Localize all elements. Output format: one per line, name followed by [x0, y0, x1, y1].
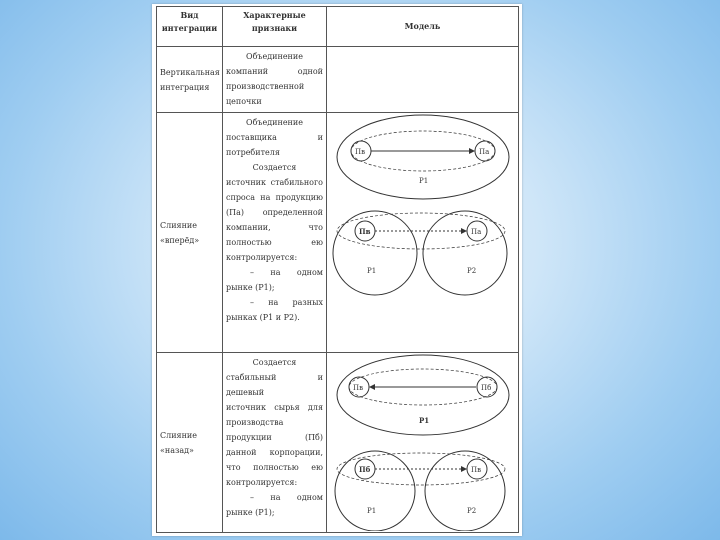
header-type [157, 7, 223, 47]
type-cell [157, 47, 223, 113]
market-circle [335, 451, 415, 531]
feature-line: стабильный и дешевый [226, 373, 323, 397]
feature-line: производственной [226, 82, 305, 91]
feature-line: компаний одной [226, 67, 323, 76]
type-text: Слияние [160, 220, 197, 230]
feature-line: цепочки [226, 97, 262, 106]
feature-line: источник стабильного [226, 178, 323, 187]
node-label: Пб [359, 465, 371, 474]
model-cell [327, 47, 519, 113]
feature-line: (Па) определенной [226, 208, 323, 217]
feature-line: источник сырья для [226, 403, 323, 412]
features-cell [223, 113, 327, 353]
feature-line: рынках (Р1 и Р2). [226, 313, 300, 322]
type-text: «вперёд» [160, 235, 200, 245]
market-label: Р2 [467, 267, 477, 275]
feature-line: данной корпорации, [226, 448, 323, 457]
header-model [327, 7, 519, 47]
document-page [152, 4, 522, 536]
header-features [223, 7, 327, 47]
feature-line: контролируется: [226, 478, 298, 487]
type-text: «назад» [160, 445, 194, 455]
integration-table [156, 6, 519, 533]
header-features-line2: признаки [251, 23, 298, 33]
feature-line: продукции (Пб) [226, 433, 323, 442]
feature-line: поставщика и [226, 133, 323, 142]
table-header-row [157, 7, 519, 47]
node-label: Пв [471, 466, 482, 474]
feature-line: Создается [252, 358, 297, 367]
header-type-line1: Вид [180, 10, 199, 20]
feature-line: – на одном [250, 268, 323, 277]
market-label: Р1 [367, 267, 377, 275]
market-label: Р1 [419, 416, 430, 425]
backward-merger-diagram [327, 353, 519, 531]
model-cell [327, 113, 519, 353]
table-row [157, 353, 519, 533]
feature-line: контролируется: [226, 253, 298, 262]
feature-line: производства [226, 418, 284, 427]
feature-line: рынке (Р1); [226, 283, 275, 292]
market-label: Р1 [367, 507, 377, 515]
market-label: Р2 [467, 507, 477, 515]
feature-line: – на разных [250, 298, 323, 307]
market-circle [423, 211, 507, 295]
table-row [157, 113, 519, 353]
feature-line: Объединение [246, 52, 303, 61]
market-circle [333, 211, 417, 295]
model-cell [327, 353, 519, 533]
node-label: Пв [355, 148, 366, 156]
feature-line: что полностью ею [226, 463, 323, 472]
node-label: Пб [481, 384, 492, 392]
node-label: Па [479, 148, 490, 156]
type-text: Вертикальная интеграция [160, 67, 220, 92]
feature-line: полностью ею [226, 238, 323, 247]
feature-line: компании, что [226, 223, 323, 232]
type-cell [157, 353, 223, 533]
feature-line: Объединение [246, 118, 303, 127]
market-circle [425, 451, 505, 531]
feature-line: потребителя [226, 148, 280, 157]
node-label: Пв [353, 384, 364, 392]
feature-line: Создается [252, 163, 297, 172]
features-cell [223, 353, 327, 533]
forward-merger-diagram [327, 113, 519, 351]
type-cell [157, 113, 223, 353]
header-type-line2: интеграции [161, 23, 218, 33]
table-row [157, 47, 519, 113]
market-ellipse [337, 115, 509, 199]
node-label: Пв [359, 227, 371, 236]
feature-line: рынке (Р1); [226, 508, 275, 517]
features-cell [223, 47, 327, 113]
feature-line: – на одном [250, 493, 323, 502]
header-features-line1: Характерные [243, 10, 306, 20]
type-text: Слияние [160, 430, 197, 440]
node-label: Па [471, 228, 482, 236]
header-model-text: Модель [404, 21, 441, 31]
market-label: Р1 [419, 177, 429, 185]
feature-line: спроса на продукцию [226, 193, 323, 202]
